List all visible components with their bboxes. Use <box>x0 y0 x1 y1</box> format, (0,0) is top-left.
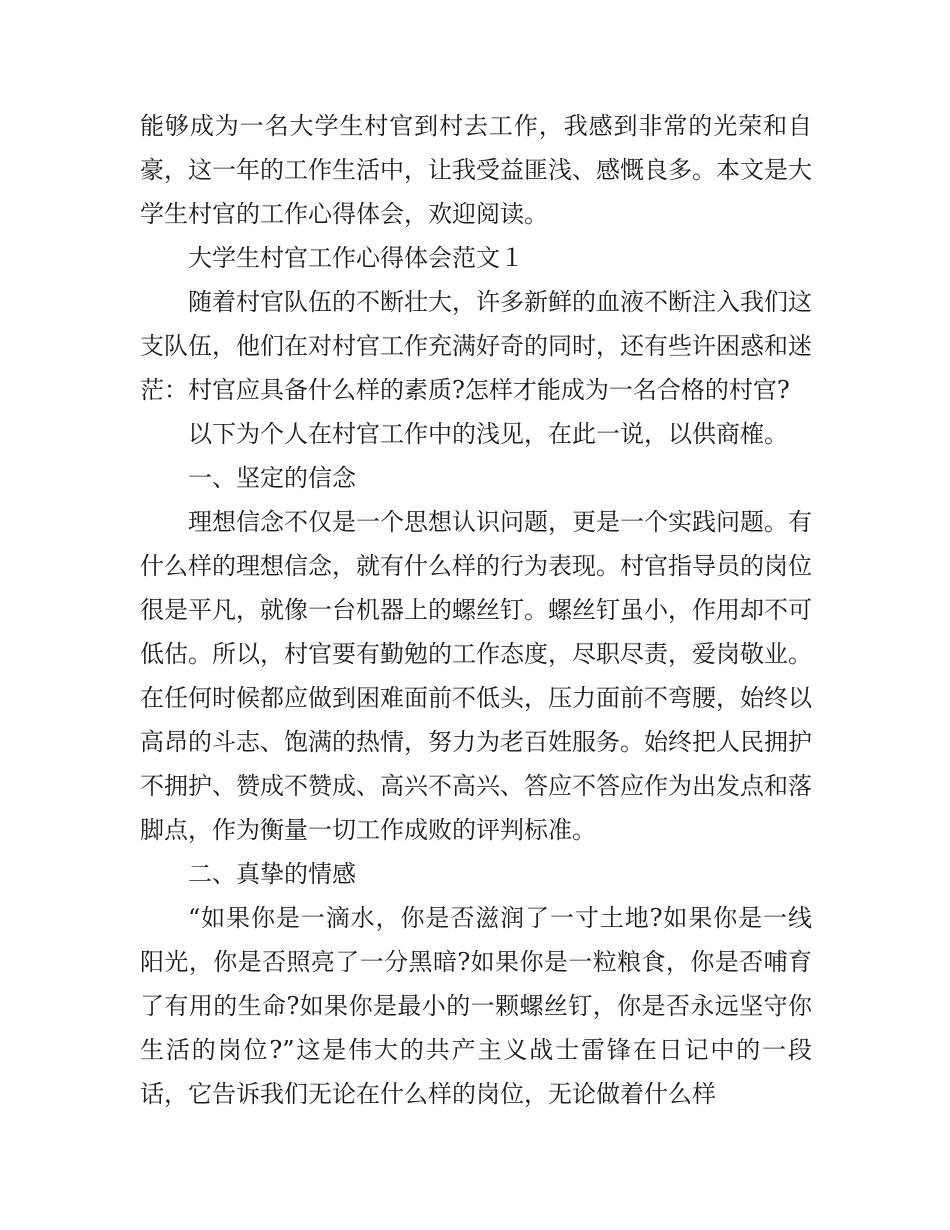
section-heading: 一、坚定的信念 <box>188 464 356 492</box>
body-paragraph: 随着村官队伍的不断壮大，许多新鲜的血液不断注入我们这支队伍，他们在对村官工作充满好奇的同时，还有些许困惑和迷茫：村官应具备什么样的素质?怎样才能成为一名合格的村官? <box>140 288 812 404</box>
body-paragraph: 以下为个人在村官工作中的浅见，在此一说，以供商榷。 <box>188 420 788 448</box>
body-paragraph: “如果你是一滴水，你是否滋润了一寸土地?如果你是一线阳光，你是否照亮了一分黑暗?如果你是一粒粮食，你是否哺育了有用的生命?如果你是最小的一颗螺丝钉，你是否永远坚守你生活的岗位?”这是伟大的共产主义战士雷锋在日记中的一段话，它告诉我们无论在什么样的岗位，无论做着什么样 <box>140 904 812 1108</box>
section-heading: 二、真挚的情感 <box>188 860 356 888</box>
section-title: 大学生村官工作心得体会范文１ <box>188 244 524 272</box>
body-paragraph: 理想信念不仅是一个思想认识问题，更是一个实践问题。有什么样的理想信念，就有什么样的行为表现。村官指导员的岗位很是平凡，就像一台机器上的螺丝钉。螺丝钉虽小，作用却不可低估。所以，村官要有勤勉的工作态度，尽职尽责，爱岗敬业。在任何时候都应做到困难面前不低头，压力面前不弯腰，始终以高昂的斗志、饱满的热情，努力为老百姓服务。始终把人民拥护不拥护、赞成不赞成、高兴不高兴、答应不答应作为出发点和落脚点，作为衡量一切工作成败的评判标准。 <box>140 508 812 844</box>
document-body <box>140 104 812 1116</box>
intro-paragraph: 能够成为一名大学生村官到村去工作，我感到非常的光荣和自豪，这一年的工作生活中，让我受益匪浅、感慨良多。本文是大学生村官的工作心得体会，欢迎阅读。 <box>140 112 812 228</box>
